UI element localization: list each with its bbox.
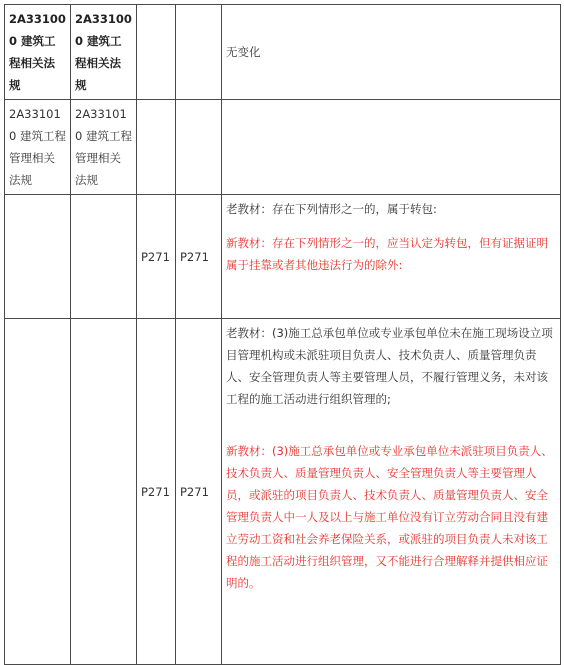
table-cell-remark: 无变化 xyxy=(222,5,561,100)
new-textbook-text: 新教材：(3)施工总承包单位或专业承包单位未派驻项目负责人、技术负责人、质量管理负责人、安全管理负责人等主要管理人员，或派驻的项目负责人、技术负责人、质量管理负责人、安全管理负责人中一人及以上与施工单位没有订立劳动合同且没有建立劳动工资和社会养老保险关系，或派驻的项目负责人未对该工程的施工活动进行组织管理，又不能进行合理解释并提供相应证明的。 xyxy=(226,444,553,590)
table-cell-section-old xyxy=(5,195,71,319)
table-cell-section-new xyxy=(71,319,137,665)
table-cell-section-old xyxy=(5,319,71,665)
table-cell-page-new xyxy=(176,5,222,100)
table-cell-section-old: 2A331000 建筑工程相关法规 xyxy=(5,5,71,100)
table-cell-page-new: P271 xyxy=(176,195,222,319)
comparison-table xyxy=(4,4,561,665)
table-cell-page-old xyxy=(137,100,176,195)
table-row xyxy=(5,5,561,100)
table-row xyxy=(5,195,561,319)
table-cell-remark xyxy=(222,319,561,665)
table-row xyxy=(5,100,561,195)
table-cell-section-new xyxy=(71,195,137,319)
new-textbook-text: 新教材：存在下列情形之一的，应当认定为转包，但有证据证明属于挂靠或者其他违法行为的除外: xyxy=(226,236,548,272)
table-cell-page-new xyxy=(176,100,222,195)
table-cell-page-old: P271 xyxy=(137,195,176,319)
table-cell-section-old: 2A331010 建筑工程管理相关法规 xyxy=(5,100,71,195)
table-cell-page-new: P271 xyxy=(176,319,222,665)
table-cell-page-old xyxy=(137,5,176,100)
table-row xyxy=(5,319,561,665)
table-cell-remark xyxy=(222,195,561,319)
table-cell-section-new: 2A331000 建筑工程相关法规 xyxy=(71,5,137,100)
table-cell-remark xyxy=(222,100,561,195)
table-cell-section-new: 2A331010 建筑工程管理相关法规 xyxy=(71,100,137,195)
old-textbook-text: 老教材：(3)施工总承包单位或专业承包单位未在施工现场设立项目管理机构或未派驻项目负责人、技术负责人、质量管理负责人、安全管理负责人等主要管理人员，不履行管理义务，未对该工程的施工活动进行组织管理的; xyxy=(226,326,553,406)
old-textbook-text: 老教材：存在下列情形之一的，属于转包: xyxy=(226,202,437,216)
table-cell-page-old: P271 xyxy=(137,319,176,665)
